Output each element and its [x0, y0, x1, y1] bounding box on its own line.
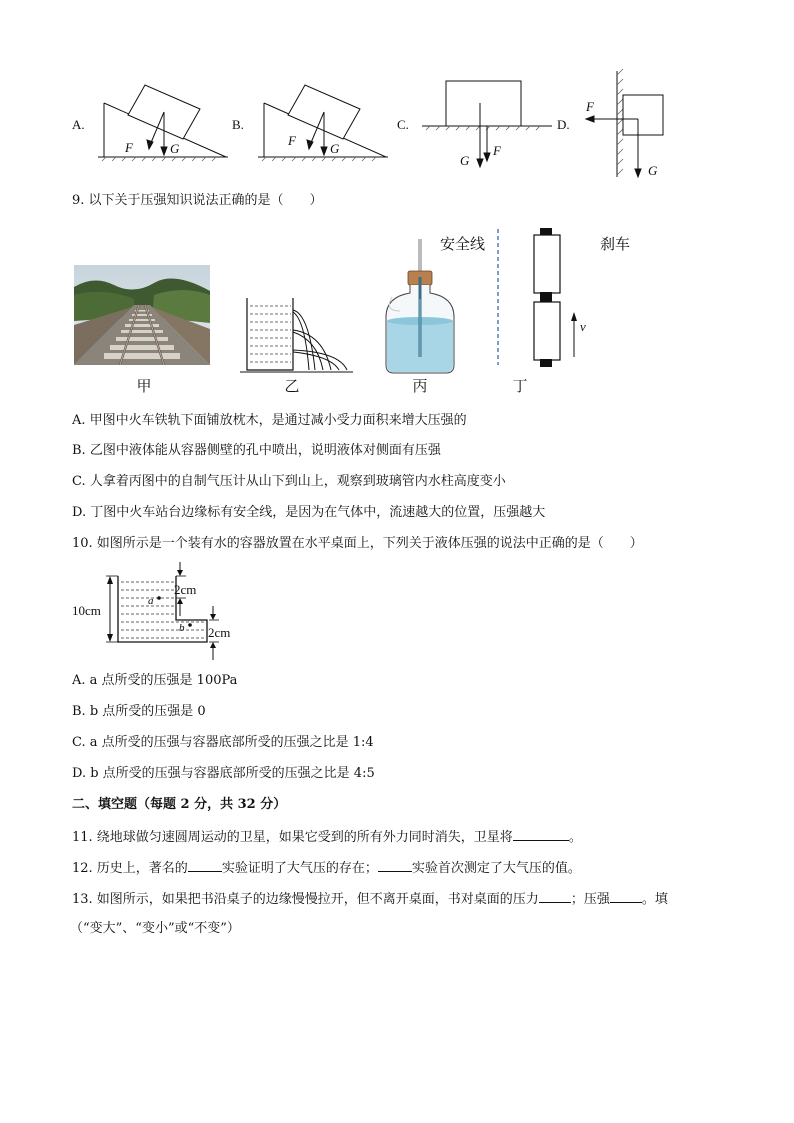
point-b-label: b [179, 622, 185, 634]
q13-part2: ；压强 [570, 892, 610, 907]
q13-line2: （“变大”、“变小”或“不变”） [70, 921, 240, 936]
q8-option-b-letter: B. [232, 117, 244, 132]
q13-blank-1[interactable] [539, 890, 571, 903]
dim-top-label: 2cm [174, 582, 197, 597]
q12-blank-1[interactable] [188, 859, 222, 872]
q9-figures [70, 225, 630, 405]
section2-title: 二、填空题（每题 2 分，共 32 分） [72, 797, 287, 812]
q8-option-a-letter: A. [72, 117, 85, 132]
q12 [72, 859, 581, 878]
q10-stem: 10. 如图所示是一个装有水的容器放置在水平桌面上，下列关于液体压强的说法中正确的是（ ） [72, 536, 643, 551]
fig-label-ding: 丁 [512, 377, 528, 395]
fig-label-jia: 甲 [136, 377, 152, 395]
q9-stem: 9. 以下关于压强知识说法正确的是（ ） [72, 193, 323, 208]
q8-diagram-c [422, 81, 552, 168]
q8-b-force-g: G [330, 141, 340, 156]
q9-option-d: D. 丁图中火车站台边缘标有安全线，是因为在气体中，流速越大的位置，压强越大 [72, 505, 546, 520]
q10-option-d: D. b 点所受的压强与容器底部所受的压强之比是 4:5 [72, 766, 375, 781]
q8-a-force-g: G [170, 141, 180, 156]
q13 [72, 890, 668, 909]
q8-option-c-letter: C. [397, 117, 409, 132]
barometer-bottle-figure [380, 237, 460, 377]
q11 [72, 828, 582, 847]
q11-text-before: 11. 绕地球做匀速圆周运动的卫星，如果它受到的所有外力同时消失，卫星将 [72, 830, 513, 845]
point-a-label: a [148, 595, 154, 607]
q8-option-d-letter: D. [557, 117, 570, 132]
q10-container-figure [70, 558, 250, 663]
q12-part3: 实验首次测定了大气压的值。 [411, 861, 581, 876]
q8-figures [60, 65, 740, 185]
q12-blank-2[interactable] [378, 859, 412, 872]
q10-option-a: A. a 点所受的压强是 100Pa [72, 673, 238, 688]
fig-label-yi: 乙 [284, 377, 300, 395]
q13-blank-2[interactable] [610, 890, 642, 903]
train-station-figure [490, 225, 600, 370]
q10-option-c: C. a 点所受的压强与容器底部所受的压强之比是 1:4 [72, 735, 374, 750]
q12-part2: 实验证明了大气压的存在； [221, 861, 378, 876]
q8-diagram-b [258, 85, 388, 161]
q8-c-force-g: G [460, 153, 470, 168]
q9-option-c: C. 人拿着丙图中的自制气压计从山下到山上，观察到玻璃管内水柱高度变小 [72, 474, 506, 489]
safety-line-label: 安全线 [440, 235, 486, 253]
railway-photo [74, 265, 210, 365]
q8-diagram-a [98, 85, 228, 161]
q11-text-after: 。 [568, 830, 582, 845]
q8-b-force-f: F [288, 133, 296, 148]
container-holes-figure [235, 290, 355, 374]
q8-a-force-f: F [125, 140, 133, 155]
q11-blank[interactable] [513, 828, 569, 841]
q9-option-b: B. 乙图中液体能从容器侧壁的孔中喷出，说明液体对侧面有压强 [72, 443, 441, 458]
q13-part1: 13. 如图所示，如果把书沿桌子的边缘慢慢拉开，但不离开桌面，书对桌面的压力 [72, 892, 539, 907]
brake-label: 刹车 [600, 235, 631, 253]
q12-part1: 12. 历史上，著名的 [72, 861, 188, 876]
fig-label-bing: 丙 [412, 377, 428, 395]
dim-total-label: 10cm [72, 603, 101, 618]
q8-c-force-f: F [493, 143, 501, 158]
q8-d-force-f: F [586, 99, 594, 114]
q13-part3: 。填 [641, 892, 668, 907]
q10-option-b: B. b 点所受的压强是 0 [72, 704, 206, 719]
q8-diagrams [60, 65, 740, 185]
velocity-label: v [580, 319, 586, 334]
q8-d-force-g: G [648, 163, 658, 178]
q8-diagram-d [585, 69, 663, 178]
dim-bottom-label: 2cm [208, 625, 231, 640]
q9-option-a: A. 甲图中火车铁轨下面铺放枕木，是通过减小受力面积来增大压强的 [72, 413, 467, 428]
